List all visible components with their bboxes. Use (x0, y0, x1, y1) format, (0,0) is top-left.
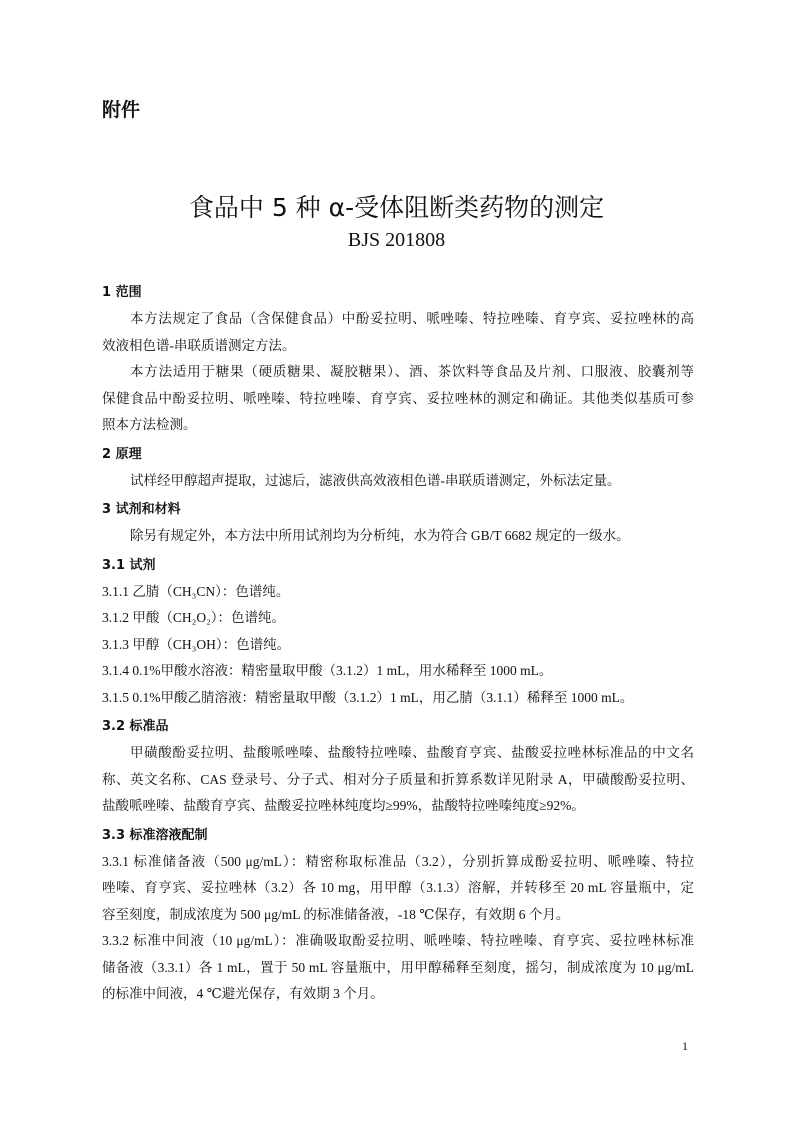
paragraph-line: 储备液（3.3.1）各 1 mL，置于 50 mL 容量瓶中，用甲醇稀释至刻度，摇匀，制成浓度为 10 μg/mL (102, 959, 694, 975)
reagent-item: 3.1.1 乙腈（CH₃CN）：色谱纯。 (102, 583, 290, 599)
paragraph-line: 除另有规定外，本方法中所用试剂均为分析纯，水为符合 GB/T 6682 规定的一级水。 (130, 528, 630, 543)
page-number: 1 (682, 1039, 688, 1053)
document-code: BJS 201808 (347, 229, 446, 251)
section-heading: 3 试剂和材料 (102, 502, 181, 517)
section-heading: 3.1 试剂 (102, 557, 156, 573)
document-body (102, 277, 694, 1008)
paragraph-line: 称、英文名称、CAS 登录号、分子式、相对分子质量和折算系数详见附录 A，甲磺酸酚妥拉明、 (102, 771, 694, 787)
section-heading: 1 范围 (102, 285, 142, 300)
reagent-item: 3.1.5 0.1%甲酸乙腈溶液：精密量取甲酸（3.1.2）1 mL，用乙腈（3.1.1）稀释至 1000 mL。 (102, 689, 634, 705)
paragraph-line: 盐酸哌唑嗪、盐酸育亨宾、盐酸妥拉唑林纯度均≥99%，盐酸特拉唑嗪纯度≥92%。 (102, 798, 585, 813)
reagent-item: 3.1.3 甲醇（CH₃OH）：色谱纯。 (102, 636, 291, 652)
paragraph-line: 效液相色谱-串联质谱测定方法。 (102, 337, 296, 353)
paragraph-line: 唑嗪、育亨宾、妥拉唑林（3.2）各 10 mg，用甲醇（3.1.3）溶解，并转移至 20 mL 容量瓶中，定 (102, 880, 694, 895)
section-heading: 3.3 标准溶液配制 (102, 827, 208, 843)
paragraph-line: 本方法适用于糖果（硬质糖果、凝胶糖果）、酒、茶饮料等食品及片剂、口服液、胶囊剂等 (130, 364, 694, 379)
section-heading: 2 原理 (102, 446, 142, 462)
paragraph-line: 保健食品中酚妥拉明、哌唑嗪、特拉唑嗪、育亨宾、妥拉唑林的测定和确证。其他类似基质可参 (102, 390, 694, 406)
reagent-item: 3.1.2 甲酸（CH₂O₂）：色谱纯。 (102, 610, 286, 625)
paragraph-line: 甲磺酸酚妥拉明、盐酸哌唑嗪、盐酸特拉唑嗪、盐酸育亨宾、盐酸妥拉唑林标准品的中文名 (130, 745, 694, 760)
paragraph-line: 照本方法检测。 (102, 417, 197, 432)
reagent-item: 3.1.4 0.1%甲酸水溶液：精密量取甲酸（3.1.2）1 mL，用水稀释至 1000 mL。 (102, 663, 553, 678)
paragraph-line: 容至刻度，制成浓度为 500 μg/mL 的标准储备液，-18 ℃保存，有效期 6 个月。 (102, 906, 570, 922)
attachment-label: 附件 (102, 99, 141, 121)
section-heading: 3.2 标准品 (102, 719, 169, 734)
paragraph-line: 3.3.2 标准中间液（10 μg/mL）：准确吸取酚妥拉明、哌唑嗪、特拉唑嗪、育亨宾、妥拉唑林标准 (102, 933, 694, 948)
paragraph-line: 3.3.1 标准储备液（500 μg/mL）：精密称取标准品（3.2），分别折算成酚妥拉明、哌唑嗪、特拉 (102, 853, 694, 869)
paragraph-line: 本方法规定了食品（含保健食品）中酚妥拉明、哌唑嗪、特拉唑嗪、育亨宾、妥拉唑林的高 (130, 311, 694, 326)
paragraph-line: 的标准中间液，4 ℃避光保存，有效期 3 个月。 (102, 986, 384, 1001)
document-title: 食品中 5 种 α-受体阻断类药物的测定 (188, 193, 605, 222)
paragraph-line: 试样经甲醇超声提取，过滤后，滤液供高效液相色谱-串联质谱测定，外标法定量。 (130, 472, 621, 488)
